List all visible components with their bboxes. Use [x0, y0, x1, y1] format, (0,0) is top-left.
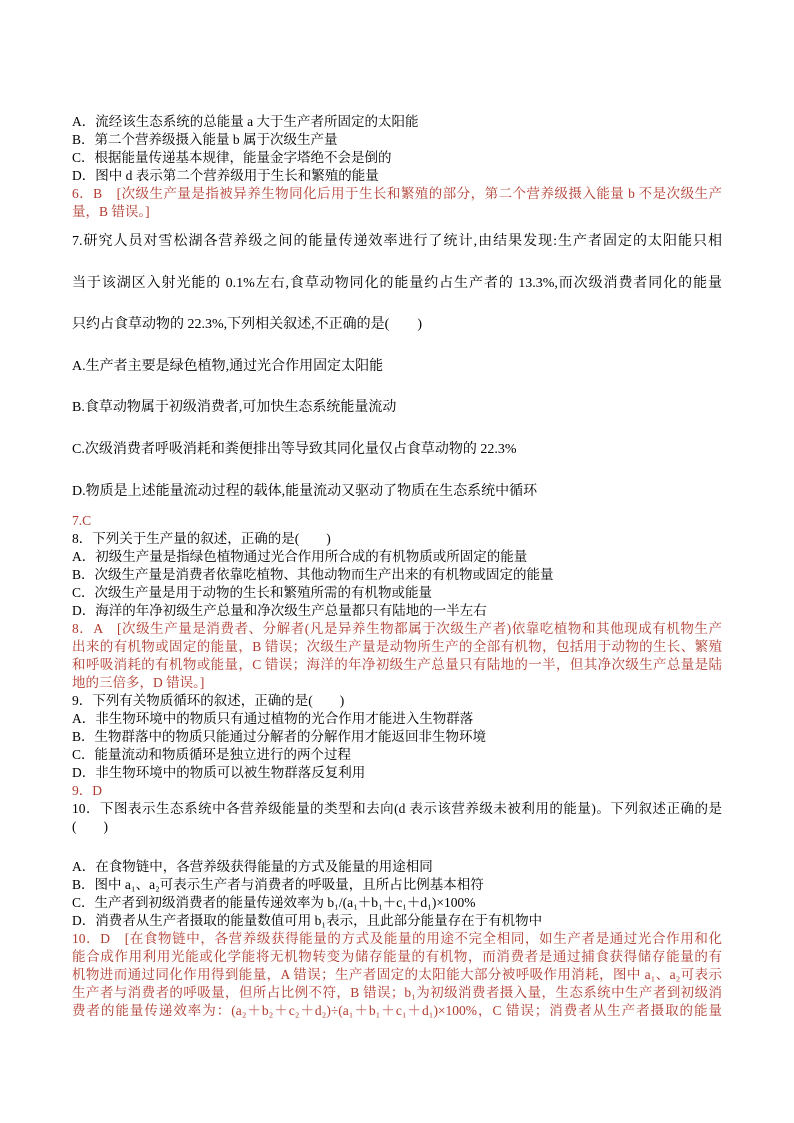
q9-option-d: D．非生物环境中的物质可以被生物群落反复利用 — [72, 765, 366, 780]
q7-option-a: A.生产者主要是绿色植物,通过光合作用固定太阳能 — [72, 358, 384, 374]
q7-stem-line-3: 只约占食草动物的 22.3%,下列相关叙述,不正确的是( ) — [72, 317, 422, 333]
q8-answer-line-1: 8．A [次级生产量是消费者、分解者(凡是异养生物都属于次级生产者)依靠吃植物和其他现成有机物生产 — [72, 621, 722, 636]
q7-stem-line-1: 7.研究人员对雪松湖各营养级之间的能量传递效率进行了统计,由结果发现:生产者固定的太阳能只相 — [72, 234, 722, 249]
q10-option-a: A．在食物链中，各营养级获得能量的方式及能量的用途相同 — [72, 859, 433, 874]
q8-option-b: B．次级生产量是消费者依靠吃植物、其他动物而生产出来的有机物或固定的能量 — [72, 567, 554, 582]
q8-answer-line-4: 地的三倍多，D 错误。] — [72, 675, 205, 690]
q7-option-d: D.物质是上述能量流动过程的载体,能量流动又驱动了物质在生态系统中循环 — [72, 483, 538, 499]
q6-option-d: D．图中 d 表示第二个营养级用于生长和繁殖的能量 — [72, 168, 379, 183]
question-6-block — [72, 113, 722, 221]
q8-option-a: A．初级生产量是指绿色植物通过光合作用所合成的有机物质或所固定的能量 — [72, 549, 528, 564]
q8-stem: 8．下列关于生产量的叙述，正确的是( ) — [72, 531, 331, 546]
q10-answer-line-5: 费者的能量传递效率为：(a₂＋b₂＋c₂＋d₂)÷(a₁＋b₁＋c₁＋d₁)×100%，C 错误；消费者从生产者摄取的能量 — [72, 1003, 722, 1018]
q9-option-b: B．生物群落中的物质只能通过分解者的分解作用才能返回非生物环境 — [72, 729, 487, 744]
q10-option-d: D．消费者从生产者摄取的能量数值可用 b₁表示，且此部分能量存在于有机物中 — [72, 913, 543, 928]
question-7-block — [72, 221, 722, 512]
questions-8-9-block — [72, 512, 722, 836]
q10-answer-line-3: 机物进而通过同化作用得到能量，A 错误；生产者固定的太阳能大部分被呼吸作用消耗，图中 a₁、a₂可表示 — [72, 967, 722, 982]
q9-option-c: C．能量流动和物质循环是独立进行的两个过程 — [72, 747, 352, 762]
q10-stem-line-2: ( ) — [72, 819, 108, 834]
q9-option-a: A．非生物环境中的物质只有通过植物的光合作用才能进入生物群落 — [72, 711, 474, 726]
q10-answer-line-2: 能合成作用利用光能或化学能将无机物转变为储存能量的有机物，而消费者是通过捕食获得储存能量的有 — [72, 949, 722, 964]
q6-option-a: A．流经该生态系统的总能量 a 大于生产者所固定的太阳能 — [72, 114, 419, 129]
q7-stem-line-2: 当于该湖区入射光能的 0.1%左右,食草动物同化的能量约占生产者的 13.3%,而次级消费者同化的能量 — [72, 275, 722, 291]
q10-option-b: B．图中 a₁、a₂可表示生产者与消费者的呼吸量，且所占比例基本相符 — [72, 877, 484, 892]
q10-stem-line-1: 10．下图表示生态系统中各营养级能量的类型和去向(d 表示该营养级未被利用的能量)。下列叙述正确的是 — [72, 801, 722, 816]
question-10-block — [72, 858, 722, 1020]
q8-option-c: C．次级生产量是用于动物的生长和繁殖所需的有机物或能量 — [72, 585, 433, 600]
q10-answer-line-1: 10．D [在食物链中，各营养级获得能量的方式及能量的用途不完全相同，如生产者是通过光合作用和化 — [72, 931, 722, 946]
q6-option-b: B．第二个营养级摄入能量 b 属于次级生产量 — [72, 132, 338, 147]
q7-option-b: B.食草动物属于初级消费者,可加快生态系统能量流动 — [72, 400, 397, 416]
q6-option-c: C．根据能量传递基本规律，能量金字塔绝不会是倒的 — [72, 150, 392, 165]
q7-answer: 7.C — [72, 513, 92, 528]
q9-stem: 9．下列有关物质循环的叙述，正确的是( ) — [72, 693, 345, 708]
q8-answer-line-2: 出来的有机物或固定的能量，B 错误；次级生产量是动物所生产的全部有机物，包括用于动物的生长、繁殖 — [72, 639, 722, 654]
q6-answer-line-1: 6．B [次级生产量是指被异养生物同化后用于生长和繁殖的部分，第二个营养级摄入能量 b 不是次级生产 — [72, 186, 722, 201]
q10-option-c: C．生产者到初级消费者的能量传递效率为 b₁/(a₁＋b₁＋c₁＋d₁)×100% — [72, 895, 476, 910]
q8-option-d: D．海洋的年净初级生产总量和净次级生产总量都只有陆地的一半左右 — [72, 603, 487, 618]
q9-answer: 9．D — [72, 783, 102, 798]
q6-answer-line-2: 量，B 错误。] — [72, 204, 150, 219]
q8-answer-line-3: 和呼吸消耗的有机物或能量，C 错误；海洋的年净初级生产总量只有陆地的一半，但其净次级生产总量是陆 — [72, 657, 722, 672]
q10-answer-line-4: 生产者与消费者的呼吸量，但所占比例不符，B 错误；b₁为初级消费者摄入量，生态系统中生产者到初级消 — [72, 985, 722, 1000]
q7-option-c: C.次级消费者呼吸消耗和粪便排出等导致其同化量仅占食草动物的 22.3% — [72, 441, 517, 457]
